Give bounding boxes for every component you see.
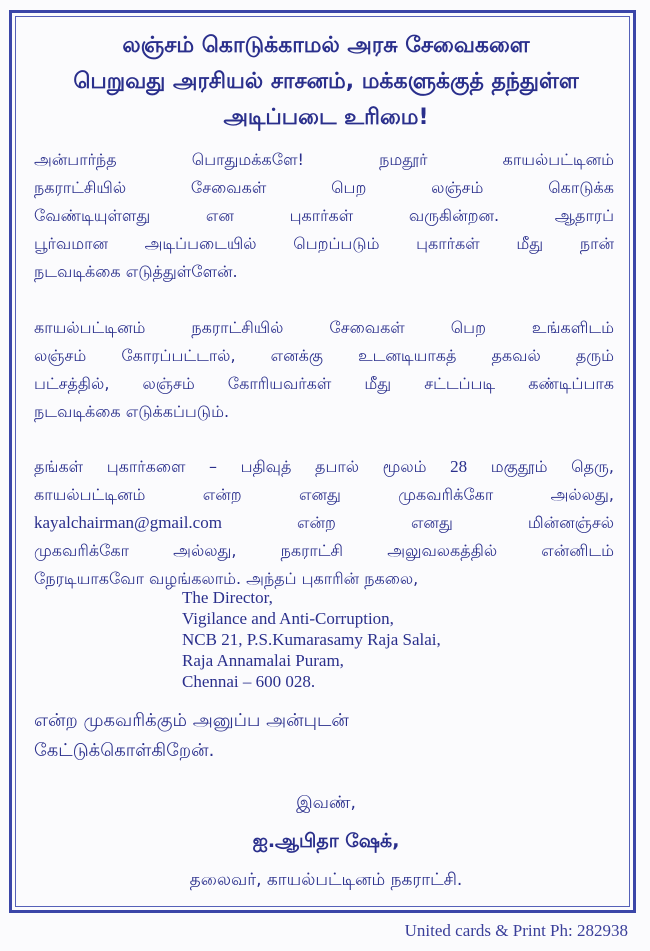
word: அடிப்படையில் xyxy=(144,234,257,253)
word: தகவல் xyxy=(491,346,541,365)
word: சேவைகள் xyxy=(329,318,405,337)
word: கோரப்பட்டால், xyxy=(121,346,236,365)
word: எனக்கு xyxy=(270,346,324,365)
word: உங்களிடம் xyxy=(531,318,614,337)
word: காயல்பட்டினம் xyxy=(502,150,614,169)
word: மீது xyxy=(516,234,544,253)
paragraph-line: நடவடிக்கை எடுக்கப்படும். xyxy=(34,402,230,421)
word: அன்பார்ந்த xyxy=(34,150,117,169)
paragraph-line xyxy=(34,146,614,174)
paragraph-bribe-report xyxy=(34,314,614,426)
word: தங்கள் xyxy=(34,457,84,476)
word: பதிவுத் xyxy=(240,457,292,476)
paragraph-line xyxy=(34,370,614,398)
word: என xyxy=(205,206,234,225)
word: மீது xyxy=(364,374,392,393)
signature-name: ஐ.ஆபிதா ஷேக், xyxy=(252,830,400,852)
word: கண்டிப்பாக xyxy=(528,374,614,393)
email-address: kayalchairman@gmail.com xyxy=(34,513,222,532)
headline-line-3: அடிப்படை உரிமை! xyxy=(223,105,429,130)
word: காயல்பட்டினம் xyxy=(34,318,146,337)
word: நான் xyxy=(579,234,614,253)
word: 28 xyxy=(450,457,468,476)
paragraph-line xyxy=(34,537,614,565)
word: லஞ்சம் xyxy=(34,346,87,365)
word: கோரியவர்கள் xyxy=(227,374,332,393)
paragraph-line xyxy=(34,174,614,202)
word: நகராட்சியில் xyxy=(191,318,284,337)
paragraph-complaint-channels xyxy=(34,453,614,593)
closing-request xyxy=(34,706,614,766)
word: வருகின்றன. xyxy=(408,206,500,225)
word: எனது xyxy=(299,485,341,504)
address-line: Raja Annamalai Puram, xyxy=(182,651,344,670)
word: பெற xyxy=(450,318,486,337)
paragraph-appeal xyxy=(34,146,614,286)
word: முகவரிக்கோ xyxy=(398,485,494,504)
word: – xyxy=(209,457,218,476)
word: புகார்களை xyxy=(106,457,186,476)
word: மூலம் xyxy=(382,457,427,476)
headline-line-2: பெறுவது அரசியல் சாசனம், மக்களுக்குத் தந்துள்ள xyxy=(73,69,579,94)
word: சேவைகள் xyxy=(190,178,267,197)
word: லஞ்சம் xyxy=(142,374,195,393)
word: புகார்கள் xyxy=(289,206,354,225)
word: நகராட்சியில் xyxy=(34,178,127,197)
word: நகராட்சி xyxy=(280,541,344,560)
address-line: The Director, xyxy=(182,588,273,607)
closing-line: என்ற முகவரிக்கும் அனுப்ப அன்புடன் xyxy=(34,710,349,731)
word: அலுவலகத்தில் xyxy=(387,541,498,560)
word: அல்லது, xyxy=(173,541,237,560)
word: காயல்பட்டினம் xyxy=(34,485,146,504)
word: ஆதாரப் xyxy=(554,206,614,225)
paragraph-line xyxy=(34,509,614,537)
word: நமதூர் xyxy=(379,150,428,169)
word: பூர்வமான xyxy=(34,234,108,253)
word: பொதுமக்களே! xyxy=(191,150,304,169)
word: முகவரிக்கோ xyxy=(34,541,130,560)
word: அல்லது, xyxy=(550,485,614,504)
word: மகுதூம் xyxy=(490,457,548,476)
word: எனது xyxy=(410,513,453,532)
word: பட்சத்தில், xyxy=(34,374,110,393)
paragraph-line xyxy=(34,481,614,509)
paragraph-line xyxy=(34,202,614,230)
printer-credit: United cards & Print Ph: 282938 xyxy=(404,921,628,940)
address-line: NCB 21, P.S.Kumarasamy Raja Salai, xyxy=(182,630,441,649)
signature-designation: தலைவர், காயல்பட்டினம் நகராட்சி. xyxy=(189,870,463,890)
word: தரும் xyxy=(575,346,614,365)
word: லஞ்சம் xyxy=(431,178,484,197)
word: பெறப்படும் xyxy=(293,234,380,253)
paragraph-line: நேரடியாகவோ வழங்கலாம். அந்தப் புகாரின் நகலை, xyxy=(34,569,419,588)
headline-line-1: லஞ்சம் கொடுக்காமல் அரசு சேவைகளை xyxy=(122,33,530,58)
paragraph-line xyxy=(34,230,614,258)
word: என்னிடம் xyxy=(541,541,614,560)
closing-line: கேட்டுக்கொள்கிறேன். xyxy=(34,740,215,761)
paragraph-line xyxy=(34,314,614,342)
word: தெரு, xyxy=(571,457,614,476)
word: வேண்டியுள்ளது xyxy=(34,206,151,225)
word: தபால் xyxy=(315,457,359,476)
word: புகார்கள் xyxy=(416,234,480,253)
word: உடனடியாகத் xyxy=(358,346,457,365)
word: மின்னஞ்சல் xyxy=(527,513,614,532)
paragraph-line xyxy=(34,453,614,481)
signature-salutation: இவண், xyxy=(296,793,356,813)
word: சட்டப்படி xyxy=(424,374,496,393)
word: பெற xyxy=(331,178,367,197)
word: என்ற xyxy=(202,485,242,504)
address-line: Chennai – 600 028. xyxy=(182,672,316,691)
paragraph-line xyxy=(34,342,614,370)
headline xyxy=(24,28,628,136)
paragraph-line: நடவடிக்கை எடுத்துள்ளேன். xyxy=(34,262,238,281)
word: கொடுக்க xyxy=(548,178,614,197)
postal-address xyxy=(182,587,522,692)
word: என்ற xyxy=(297,513,336,532)
address-line: Vigilance and Anti-Corruption, xyxy=(182,609,394,628)
